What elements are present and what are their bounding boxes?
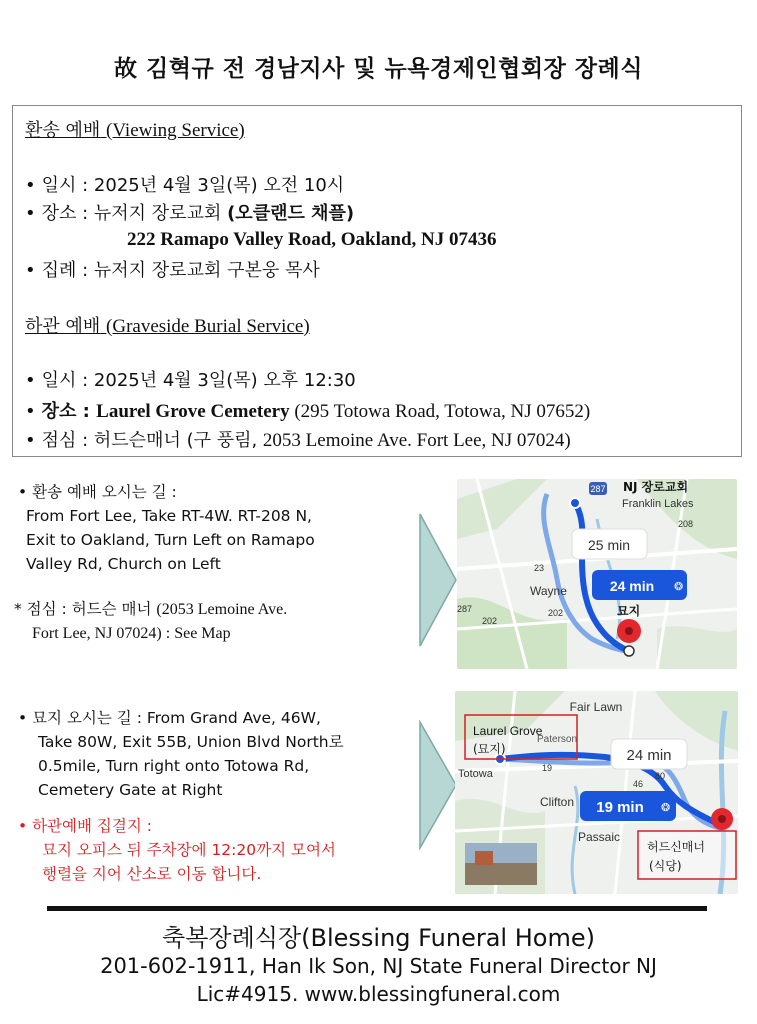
franklin-lakes-label: Franklin Lakes: [622, 498, 694, 510]
funeral-home-license: Lic#4915. www.blessingfuneral.com: [196, 982, 561, 1006]
route-202-label: 202: [548, 608, 564, 618]
viewing-date: • 일시 : 2025년 4월 3일(목) 오전 10시: [25, 175, 345, 196]
directions-cemetery: [18, 706, 344, 802]
route-287-label: 287: [590, 484, 606, 494]
map-cemetery-route[interactable]: [455, 691, 738, 894]
gathering-note: [18, 814, 336, 886]
svg-text:❂: ❂: [674, 580, 684, 593]
main-route-time: 24 min: [609, 578, 655, 594]
viewing-heading: 환송 예배 (Viewing Service): [25, 120, 245, 141]
divider: [47, 906, 707, 911]
dir-cemetery-line: Cemetery Gate at Right: [38, 781, 223, 799]
restaurant-label: (식당): [649, 859, 682, 873]
lunch-note: [14, 597, 287, 646]
dir-church-line: Exit to Oakland, Turn Left on Ramapo: [26, 531, 315, 549]
cemetery-label: 묘지: [617, 604, 641, 618]
viewing-address: 222 Ramapo Valley Road, Oakland, NJ 07436: [127, 229, 497, 250]
passaic-label: Passaic: [578, 830, 621, 844]
dir-church-title: • 환송 예배 오시는 길 :: [18, 483, 177, 501]
service-info-box: [12, 105, 742, 457]
viewing-place: • 장소 : 뉴저지 장로교회 (오클랜드 채플): [25, 203, 355, 224]
route-287-label: 287: [457, 604, 473, 614]
clifton-label: Clifton: [540, 795, 575, 809]
burial-place: • 장소 : Laurel Grove Cemetery (295 Totowa Road, Totowa, NJ 07652): [25, 401, 591, 422]
lunch-note-line2: Fort Lee, NJ 07024) : See Map: [32, 625, 231, 642]
dir-cemetery-title: • 묘지 오시는 길 : From Grand Ave, 46W,: [18, 709, 321, 727]
directions-church: [18, 480, 315, 576]
route-46-label: 46: [633, 779, 644, 789]
wayne-label: Wayne: [530, 584, 567, 598]
route-19-label: 19: [542, 763, 553, 773]
funeral-home-name: 축복장례식장(Blessing Funeral Home): [162, 924, 595, 952]
route-80-label: 80: [655, 771, 666, 781]
map-church-route[interactable]: [457, 479, 737, 669]
burial-heading: 하관 예배 (Graveside Burial Service): [25, 316, 310, 337]
burial-date: • 일시 : 2025년 4월 3일(목) 오후 12:30: [25, 370, 356, 391]
arrow-right-icon: [418, 512, 458, 648]
burial-lunch: • 점심 : 허드슨매너 (구 풍림, 2053 Lemoine Ave. Fort Lee, NJ 07024): [25, 430, 571, 451]
gathering-line: 묘지 오피스 뒤 주차장에 12:20까지 모여서: [42, 841, 336, 859]
viewing-officiant: • 집례 : 뉴저지 장로교회 구본웅 목사: [25, 260, 320, 281]
lunch-note-line1: * 점심 : 허드슨 매너 (2053 Lemoine Ave.: [14, 600, 288, 618]
alt-route-time: 25 min: [587, 537, 631, 553]
totowa-label: Totowa: [458, 768, 493, 780]
route-208-label: 208: [678, 519, 694, 529]
hudson-manor-label: 허드신매너: [647, 840, 705, 854]
dir-church-line: From Fort Lee, Take RT-4W. RT-208 N,: [26, 507, 312, 525]
dir-church-line: Valley Rd, Church on Left: [26, 555, 221, 573]
paterson-label: Paterson: [537, 734, 578, 745]
dir-cemetery-line: Take 80W, Exit 55B, Union Blvd North로: [38, 733, 344, 751]
gathering-line: 행렬을 지어 산소로 이동 합니다.: [42, 865, 262, 883]
gathering-title: • 하관예배 집결지 :: [18, 817, 152, 835]
dir-cemetery-line: 0.5mile, Turn right onto Totowa Rd,: [38, 757, 310, 775]
church-label: NJ 장로교회: [623, 480, 689, 494]
fair-lawn-label: Fair Lawn: [569, 700, 623, 714]
route-202-label: 202: [482, 616, 498, 626]
cemetery-label: (묘지): [473, 742, 506, 756]
main-route-time: 19 min: [596, 799, 644, 816]
svg-text:❂: ❂: [661, 801, 671, 814]
alt-route-time: 24 min: [626, 747, 672, 764]
page-title: 故 김혁규 전 경남지사 및 뉴욕경제인협회장 장례식: [114, 56, 643, 82]
funeral-home-contact: 201-602-1911, Han Ik Son, NJ State Funeral Director NJ: [100, 954, 657, 978]
arrow-right-icon: [418, 720, 458, 850]
route-23-label: 23: [534, 563, 545, 573]
laurel-grove-label: Laurel Grove: [473, 724, 543, 738]
